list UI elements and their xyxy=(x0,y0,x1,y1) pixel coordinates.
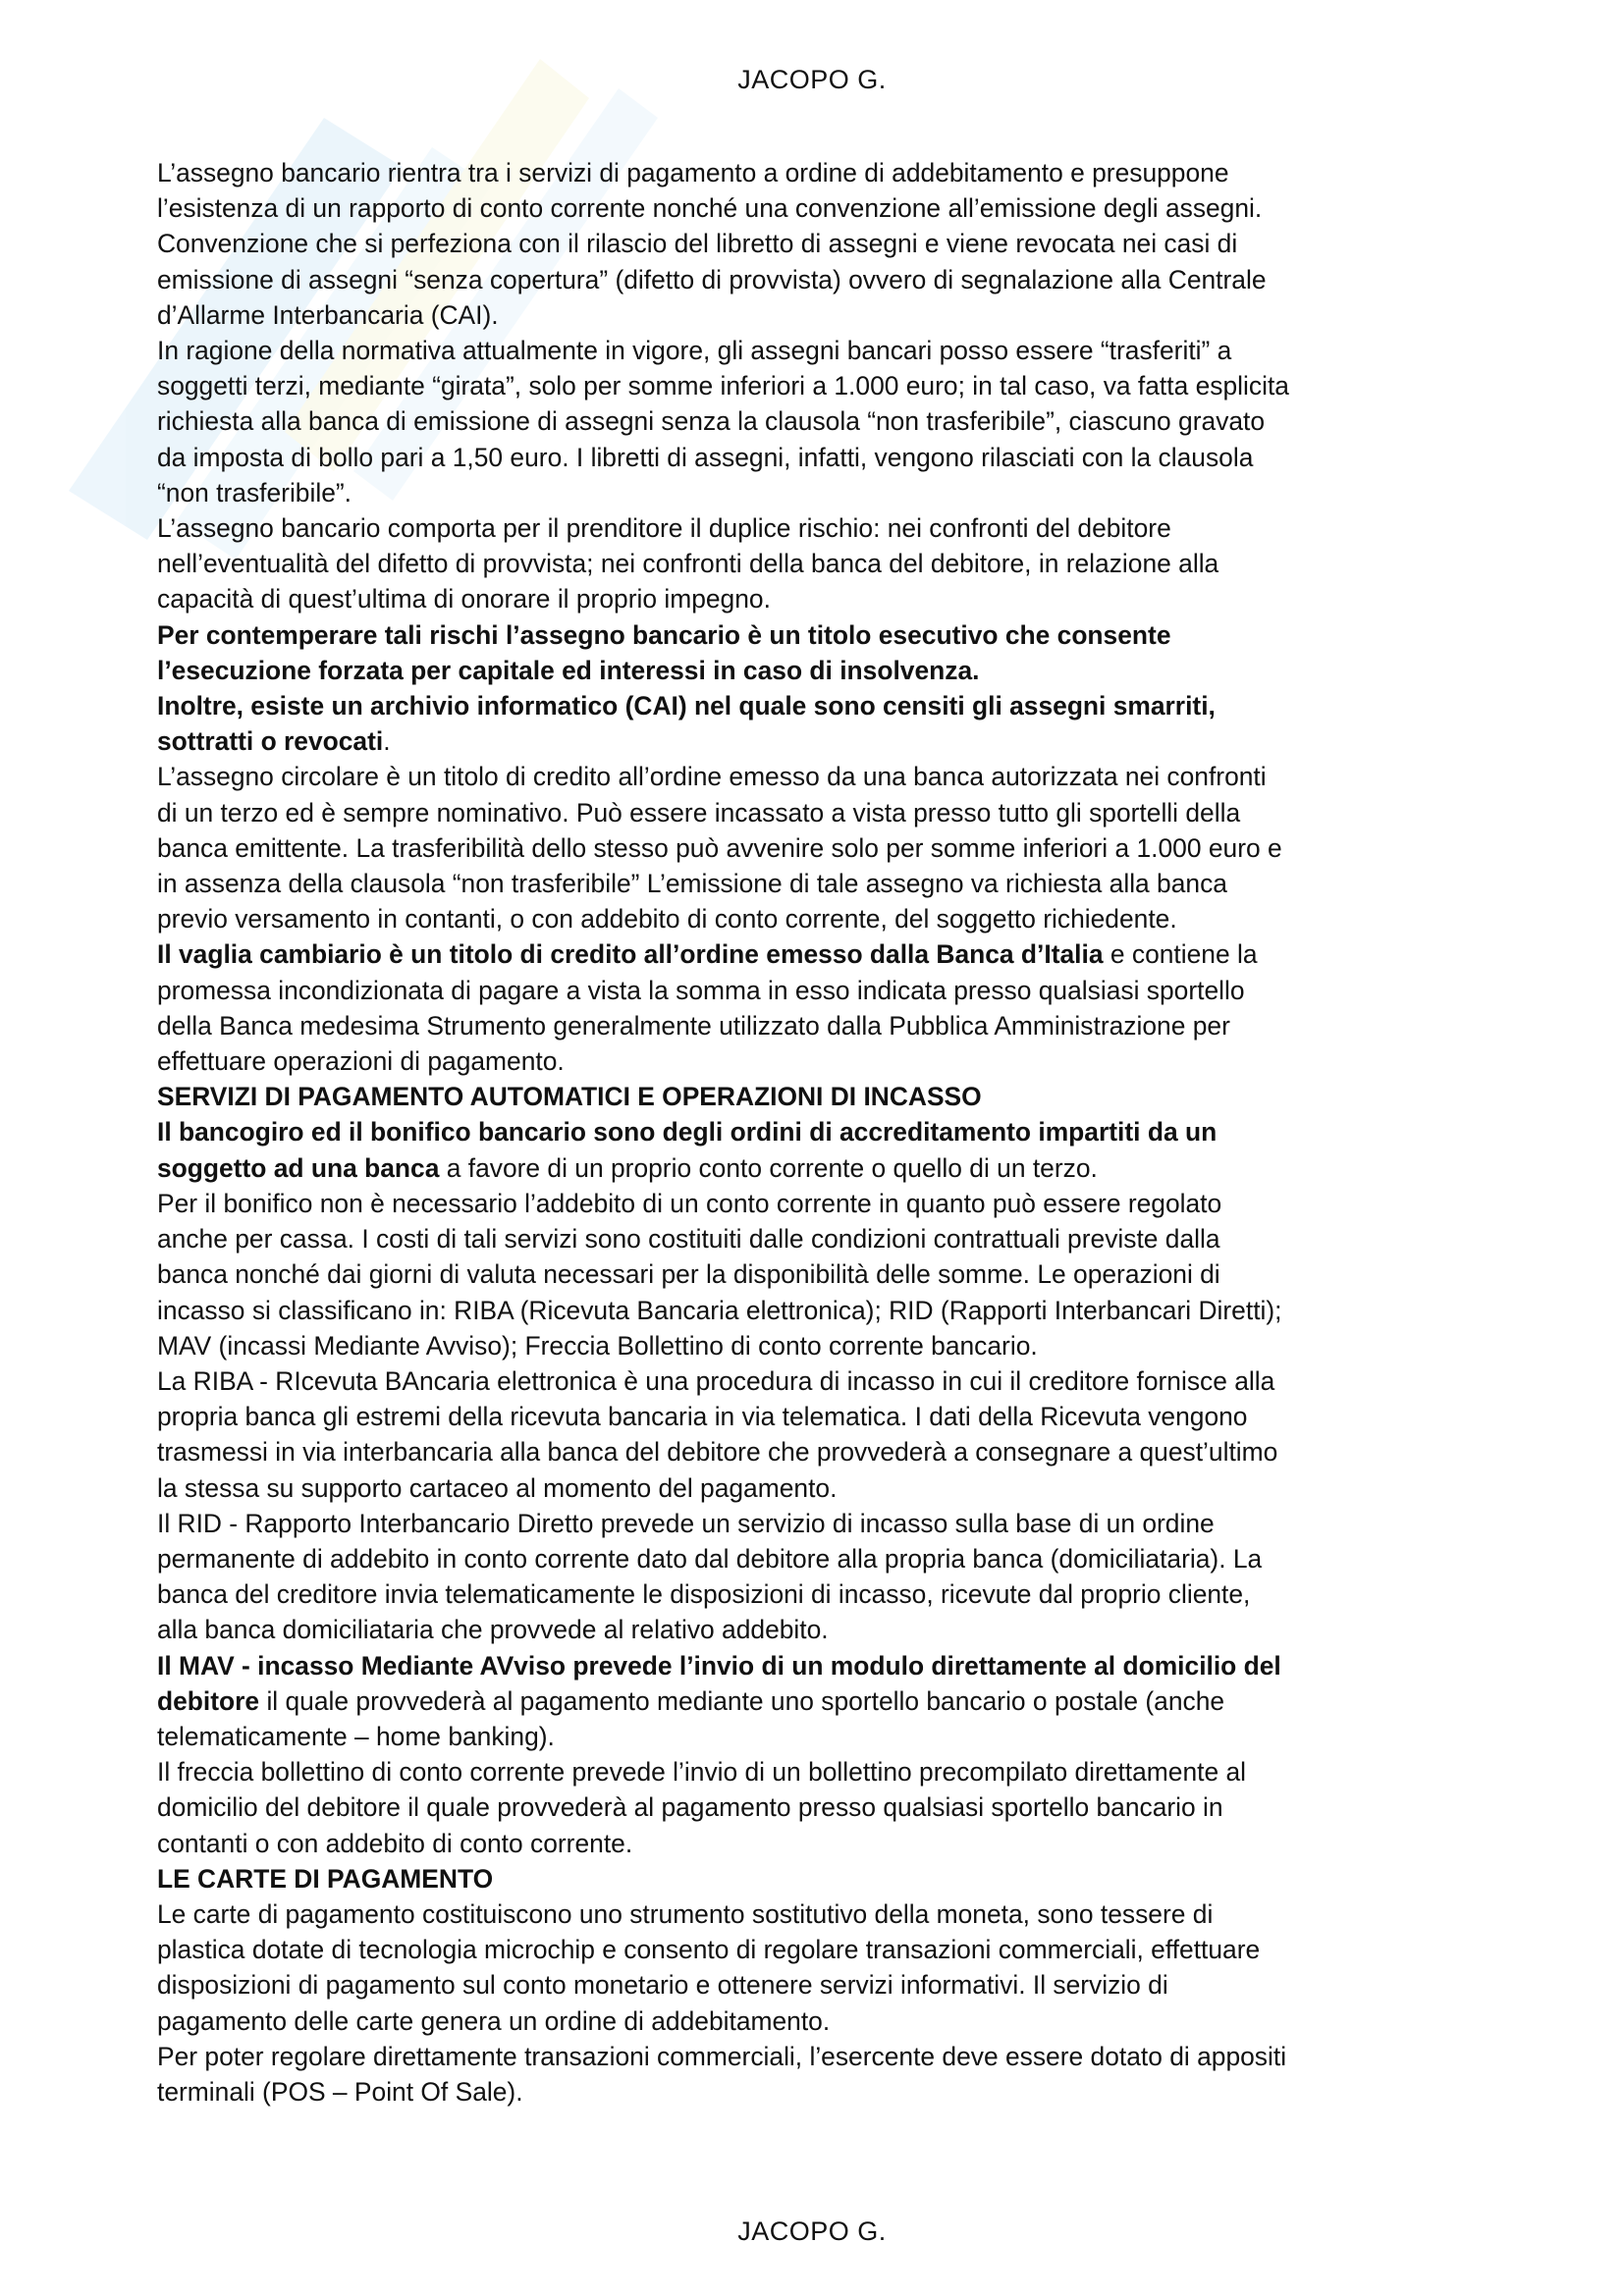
paragraph: Il MAV - incasso Mediante AVviso prevede l’invio di un modulo direttamente al domicilio del debitore il quale provvederà al pagamento mediante uno sportello bancario o postale (anche telematicamente – home banking). xyxy=(157,1650,1281,1751)
paragraph: In ragione della normativa attualmente in vigore, gli assegni bancari posso essere “trasferiti” a soggetti terzi, mediante “girata”, solo per somme inferiori a 1.000 euro; in tal caso, va fatta esplicita richiesta alla banca di emissione di assegni senza la clausola “non trasferibile”, ciascuno gravato da imposta di bollo pari a 1,50 euro. I libretti di assegni, infatti, vengono rilasciati con la clausola “non trasferibile”. xyxy=(157,336,1289,507)
paragraph: L’assegno bancario comporta per il prenditore il duplice rischio: nei confronti del debitore nell’eventualità del difetto di provvista; nei confronti della banca del debitore, in relazione alla capacità di quest’ultima di onorare il proprio impegno. xyxy=(157,513,1219,614)
section-heading: SERVIZI DI PAGAMENTO AUTOMATICI E OPERAZIONI DI INCASSO xyxy=(157,1082,982,1112)
page-footer: JACOPO G. xyxy=(737,2216,887,2246)
paragraph: Il RID - Rapporto Interbancario Diretto prevede un servizio di incasso sulla base di un ordine permanente di addebito in conto corrente dato dal debitore alla propria banca (domiciliataria). La banca del creditore invia telematicamente le disposizioni di incasso, ricevute dal proprio cliente, alla banca domiciliataria che provvede al relativo addebito. xyxy=(157,1508,1263,1645)
section-heading: LE CARTE DI PAGAMENTO xyxy=(157,1863,494,1894)
paragraph: Inoltre, esiste un archivio informatico (CAI) nel quale sono censiti gli assegni smarriti, sottratti o revocati. xyxy=(157,691,1216,757)
document-body xyxy=(157,155,1492,2109)
paragraph: L’assegno circolare è un titolo di credito all’ordine emesso da una banca autorizzata nei confronti di un terzo ed è sempre nominativo. Può essere incassato a vista presso tutto gli sportelli della banca emittente. La trasferibilità dello stesso può avvenire solo per somme inferiori a 1.000 euro e in assenza della clausola “non trasferibile” L’emissione di tale assegno va richiesta alla banca previo versamento in contanti, o con addebito di conto corrente, del soggetto richiedente. xyxy=(157,762,1282,934)
paragraph: La RIBA - RIcevuta BAncaria elettronica è una procedura di incasso in cui il creditore fornisce alla propria banca gli estremi della ricevuta bancaria in via telematica. I dati della Ricevuta vengono trasmessi in via interbancaria alla banca del debitore che provvederà a consegnare a quest’ultimo la stessa su supporto cartaceo al momento del pagamento. xyxy=(157,1365,1278,1503)
paragraph: Il freccia bollettino di conto corrente prevede l’invio di un bollettino precompilato direttamente al domicilio del debitore il quale provvederà al pagamento presso qualsiasi sportello bancario in contanti o con addebito di conto corrente. xyxy=(157,1757,1247,1858)
paragraph: Il vaglia cambiario è un titolo di credito all’ordine emesso dalla Banca d’Italia e contiene la promessa incondizionata di pagare a vista la somma in esso indicata presso qualsiasi sportello della Banca medesima Strumento generalmente utilizzato dalla Pubblica Amministrazione per effettuare operazioni di pagamento. xyxy=(157,939,1258,1077)
paragraph: Le carte di pagamento costituiscono uno strumento sostitutivo della moneta, sono tessere di plastica dotate di tecnologia microchip e consento di regolare transazioni commerciali, effettuare disposizioni di pagamento sul conto monetario e ottenere servizi informativi. Il servizio di pagamento delle carte genera un ordine di addebitamento. xyxy=(157,1898,1261,2036)
page-header: JACOPO G. xyxy=(737,65,887,94)
paragraph: Per poter regolare direttamente transazioni commerciali, l’esercente deve essere dotato di appositi terminali (POS – Point Of Sale). xyxy=(157,2041,1287,2107)
paragraph: L’assegno bancario rientra tra i servizi di pagamento a ordine di addebitamento e presuppone l’esistenza di un rapporto di conto corrente nonché una convenzione all’emissione degli assegni. Convenzione che si perfeziona con il rilascio del libretto di assegni e viene revocata nei casi di emissione di assegni “senza copertura” (difetto di provvista) ovvero di segnalazione alla Centrale d’Allarme Interbancaria (CAI). xyxy=(157,158,1267,330)
bold-paragraph: Per contemperare tali rischi l’assegno bancario è un titolo esecutivo che consente l’esecuzione forzata per capitale ed interessi in caso di insolvenza. xyxy=(157,619,1171,685)
paragraph: Il bancogiro ed il bonifico bancario sono degli ordini di accreditamento impartiti da un soggetto ad una banca a favore di un proprio conto corrente o quello di un terzo. xyxy=(157,1117,1218,1183)
paragraph: Per il bonifico non è necessario l’addebito di un conto corrente in quanto può essere regolato anche per cassa. I costi di tali servizi sono costituiti dalle condizioni contrattuali previste dalla banca nonché dai giorni di valuta necessari per la disponibilità delle somme. Le operazioni di incasso si classificano in: RIBA (Ricevuta Bancaria elettronica); RID (Rapporti Interbancari Diretti); MAV (incassi Mediante Avviso); Freccia Bollettino di conto corrente bancario. xyxy=(157,1188,1282,1361)
